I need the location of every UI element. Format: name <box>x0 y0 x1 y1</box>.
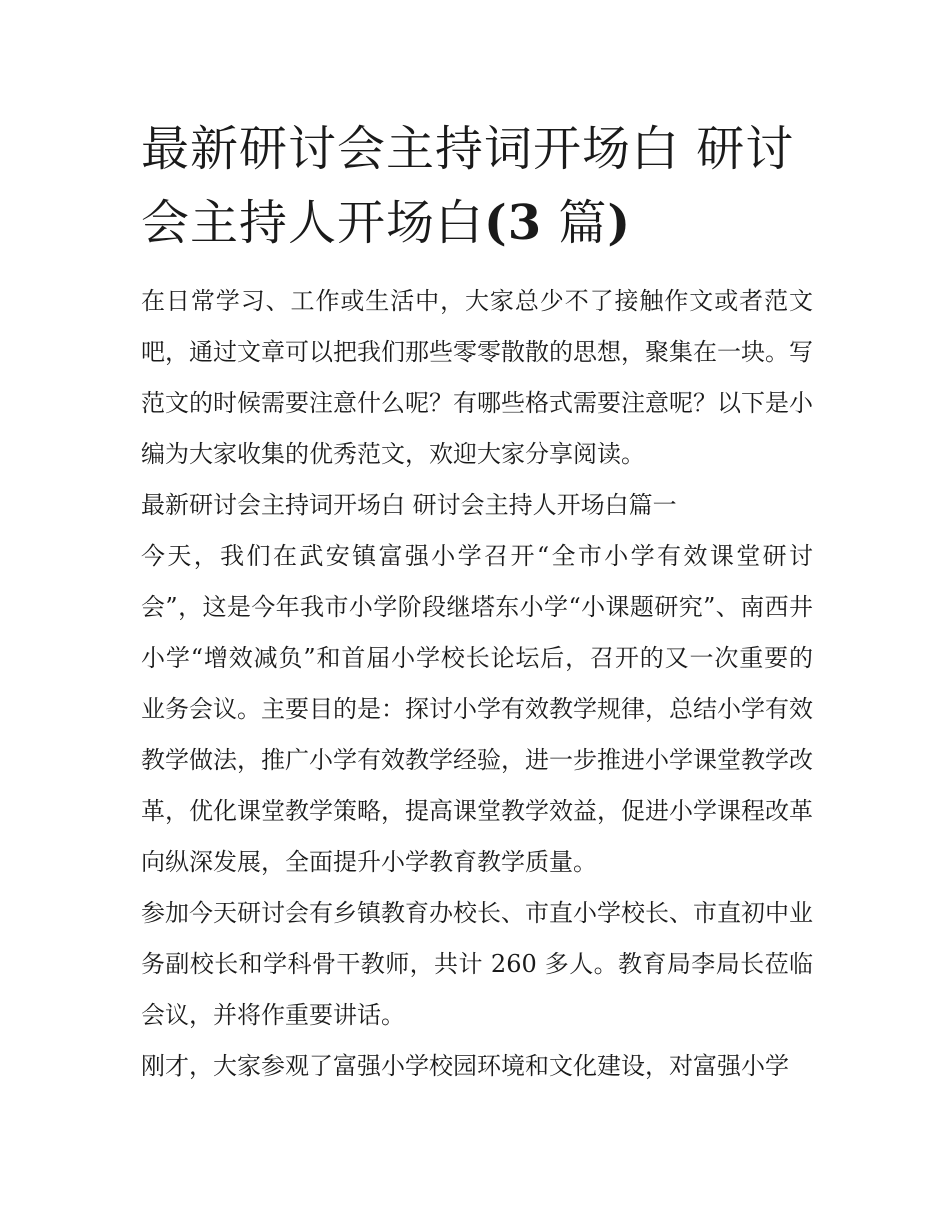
intro-paragraph: 在日常学习、工作或生活中，大家总少不了接触作文或者范文吧，通过文章可以把我们那些零零散散的思想，聚集在一块。写范文的时候需要注意什么呢？有哪些格式需要注意呢？以下是小编为大家收集的优秀范文，欢迎大家分享阅读。 <box>141 287 813 468</box>
title-count-unit: 篇 <box>542 195 608 251</box>
body-paragraph: 今天，我们在武安镇富强小学召开“全市小学有效课堂研讨会”，这是今年我市小学阶段继塔东小学“小课题研究”、南西井小学“增效减负”和首届小学校长论坛后，召开的又一次重要的业务会议。主要目的是：探讨小学有效教学规律，总结小学有效教学做法，推广小学有效教学经验，进一步推进小学课堂教学改革，优化课堂教学策略，提高课堂教学效益，促进小学课程改革向纵深发展，全面提升小学教育教学质量。 <box>141 542 813 876</box>
title-count-open: (3 <box>484 195 543 251</box>
title-text: 最新研讨会主持词开场白 研讨会主持人开场白 <box>141 121 795 251</box>
title-count-close: ) <box>607 195 632 251</box>
body-paragraph: 刚才，大家参观了富强小学校园环境和文化建设，对富强小学 <box>141 1052 789 1080</box>
body-paragraph: 参加今天研讨会有乡镇教育办校长、市直小学校长、市直初中业务副校长和学科骨干教师，共计 260 多人。教育局李局长莅临会议，并将作重要讲话。 <box>141 899 813 1029</box>
section-heading: 最新研讨会主持词开场白 研讨会主持人开场白篇一 <box>141 491 677 519</box>
document-content <box>141 112 813 1092</box>
document-title <box>141 112 813 260</box>
